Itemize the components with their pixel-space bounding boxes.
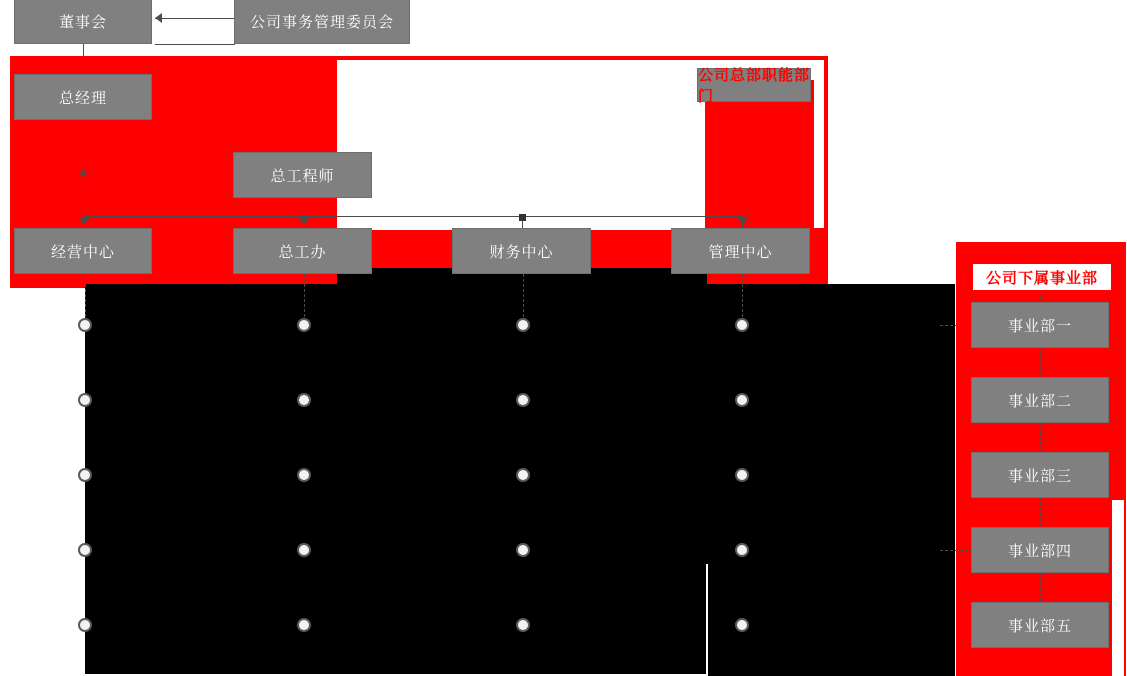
dept-node[interactable] <box>78 468 92 482</box>
node-bu-2-label: 事业部二 <box>1007 392 1072 410</box>
dept-node[interactable] <box>297 618 311 632</box>
connector-committee-bottom <box>155 44 235 45</box>
node-bu-5-label: 事业部五 <box>1007 617 1072 635</box>
node-bu-5[interactable] <box>971 602 1109 648</box>
headquarters-panel-inner-white <box>337 60 705 230</box>
dept-node[interactable] <box>516 468 530 482</box>
dept-node[interactable] <box>78 543 92 557</box>
connector-chief-engineer-down <box>303 199 304 216</box>
node-general-manager[interactable] <box>14 74 152 120</box>
connector-board-to-committee <box>155 18 235 19</box>
node-chief-engineer[interactable] <box>233 152 372 198</box>
node-bu-4-label: 事业部四 <box>1007 542 1072 560</box>
dept-node[interactable] <box>735 618 749 632</box>
arrow-bus-to-management <box>738 218 748 225</box>
connector-bu-4-feed <box>940 550 973 551</box>
node-operation-center[interactable] <box>14 228 152 274</box>
node-board[interactable] <box>14 0 152 44</box>
node-bu-3-label: 事业部三 <box>1007 467 1072 485</box>
dept-node[interactable] <box>78 393 92 407</box>
arrow-bus-to-office <box>299 218 309 225</box>
node-bu-4[interactable] <box>971 527 1109 573</box>
node-board-label: 董事会 <box>58 13 107 31</box>
arrow-chief-engineer-to-gm <box>79 168 86 178</box>
connector-centers-bus <box>83 216 743 217</box>
node-operation-center-label: 经营中心 <box>50 243 115 261</box>
headquarters-panel-inner-white-3 <box>814 60 824 228</box>
dept-node[interactable] <box>516 618 530 632</box>
dept-node[interactable] <box>735 318 749 332</box>
section-label-business-units <box>971 262 1113 292</box>
connector-bu-1-feed <box>940 325 973 326</box>
connector-chief-engineer-to-gm <box>86 173 234 174</box>
node-bu-1[interactable] <box>971 302 1109 348</box>
node-bu-3[interactable] <box>971 452 1109 498</box>
node-bu-1-label: 事业部一 <box>1007 317 1072 335</box>
connector-node-finance <box>519 214 526 221</box>
node-management-center-label: 管理中心 <box>708 243 773 261</box>
arrow-gm-to-operation <box>79 218 89 225</box>
node-chief-engineer-label: 总工程师 <box>270 167 335 185</box>
connector-board-to-gm <box>83 44 84 74</box>
dept-node[interactable] <box>735 543 749 557</box>
panel-divider-vertical <box>706 564 708 676</box>
dept-node[interactable] <box>735 468 749 482</box>
dept-node[interactable] <box>297 468 311 482</box>
dept-node[interactable] <box>297 543 311 557</box>
business-units-panel-inner-white <box>1112 500 1124 676</box>
dept-node[interactable] <box>516 393 530 407</box>
node-management-center[interactable] <box>671 228 810 274</box>
arrow-committee-to-board <box>155 13 162 23</box>
node-affairs-committee[interactable] <box>234 0 410 44</box>
dept-node[interactable] <box>297 393 311 407</box>
node-bu-2[interactable] <box>971 377 1109 423</box>
node-finance-center[interactable] <box>452 228 591 274</box>
dept-node[interactable] <box>297 318 311 332</box>
dept-node[interactable] <box>78 318 92 332</box>
section-label-headquarters-text: 公司总部职能部门 <box>698 67 811 105</box>
dept-node[interactable] <box>78 618 92 632</box>
node-chief-engineer-office[interactable] <box>233 228 372 274</box>
dept-node[interactable] <box>516 318 530 332</box>
node-affairs-committee-label: 公司事务管理委员会 <box>249 13 394 31</box>
node-finance-center-label: 财务中心 <box>489 243 554 261</box>
node-chief-engineer-office-label: 总工办 <box>278 243 327 261</box>
dept-node[interactable] <box>516 543 530 557</box>
section-label-business-units-text: 公司下属事业部 <box>985 269 1098 287</box>
section-label-headquarters <box>697 67 811 105</box>
node-general-manager-label: 总经理 <box>58 89 107 107</box>
dept-node[interactable] <box>735 393 749 407</box>
